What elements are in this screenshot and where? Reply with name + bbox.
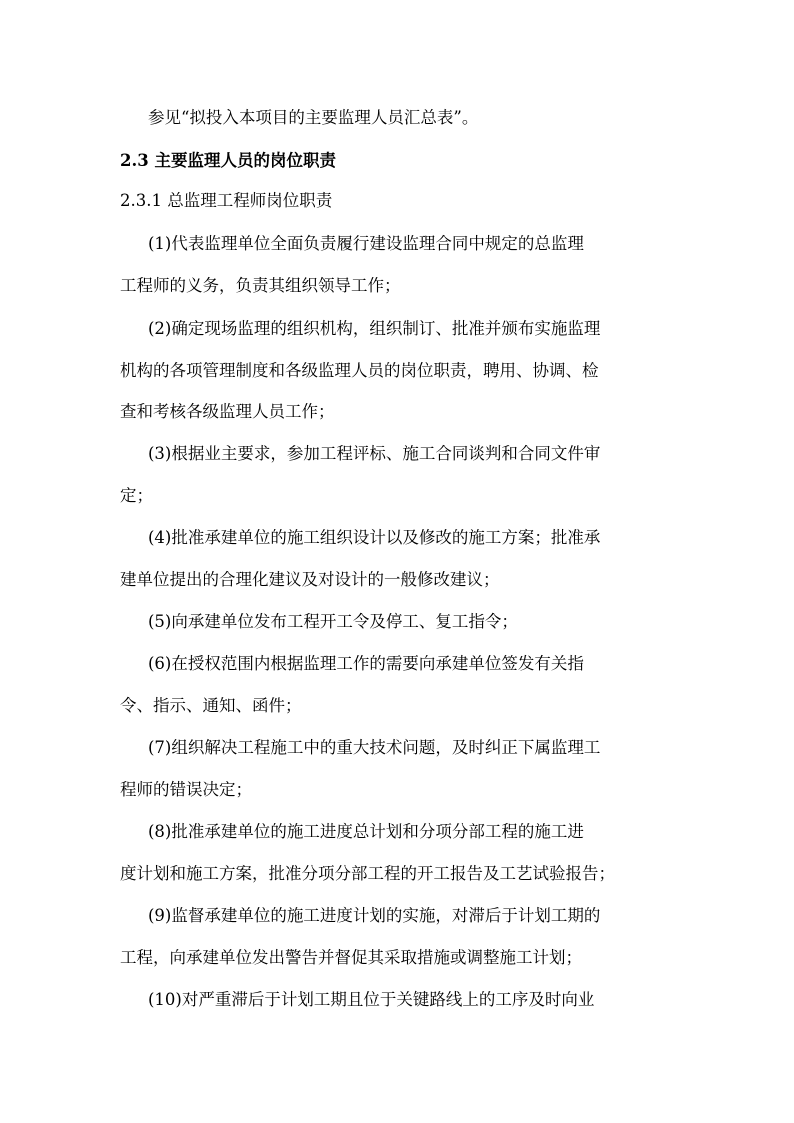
intro-text: 参见“拟投入本项目的主要监理人员汇总表”。 (148, 108, 479, 127)
paragraph-line: (6)在授权范围内根据监理工作的需要向承建单位签发有关指 (148, 654, 584, 673)
paragraph-line: (5)向承建单位发布工程开工令及停工、复工指令； (148, 612, 518, 631)
paragraph-line: (9)监督承建单位的施工进度计划的实施，对滞后于计划工期的 (148, 906, 601, 925)
subsection-title: 2.3.1 总监理工程师岗位职责 (120, 191, 333, 210)
paragraph-line: (10)对严重滞后于计划工期且位于关键路线上的工序及时向业 (148, 990, 595, 1009)
paragraph-line: 机构的各项管理制度和各级监理人员的岗位职责，聘用、协调、检 (120, 361, 599, 380)
paragraph-line: 令、指示、通知、函件； (120, 696, 302, 715)
paragraph-line: 查和考核各级监理人员工作； (120, 402, 335, 421)
paragraph-line: 工程师的义务，负责其组织领导工作； (120, 276, 401, 295)
paragraph-line: 定； (120, 486, 153, 505)
paragraph-line: (4)批准承建单位的施工组织设计以及修改的施工方案；批准承 (148, 528, 601, 547)
section-title: 2.3 主要监理人员的岗位职责 (120, 151, 336, 170)
paragraph-line: 程师的错误决定； (120, 780, 252, 799)
paragraph-line: 工程，向承建单位发出警告并督促其采取措施或调整施工计划； (120, 948, 582, 967)
paragraph-line: 度计划和施工方案，批准分项分部工程的开工报告及工艺试验报告； (120, 864, 615, 883)
paragraph-line: (3)根据业主要求，参加工程评标、施工合同谈判和合同文件审 (148, 444, 601, 463)
paragraph-line: (2)确定现场监理的组织机构，组织制订、批准并颁布实施监理 (148, 319, 601, 338)
paragraph-line: 建单位提出的合理化建议及对设计的一般修改建议； (120, 570, 500, 589)
paragraph-line: (8)批准承建单位的施工进度总计划和分项分部工程的施工进 (148, 822, 584, 841)
paragraph-line: (7)组织解决工程施工中的重大技术问题，及时纠正下属监理工 (148, 738, 601, 757)
paragraph-line: (1)代表监理单位全面负责履行建设监理合同中规定的总监理 (148, 234, 584, 253)
